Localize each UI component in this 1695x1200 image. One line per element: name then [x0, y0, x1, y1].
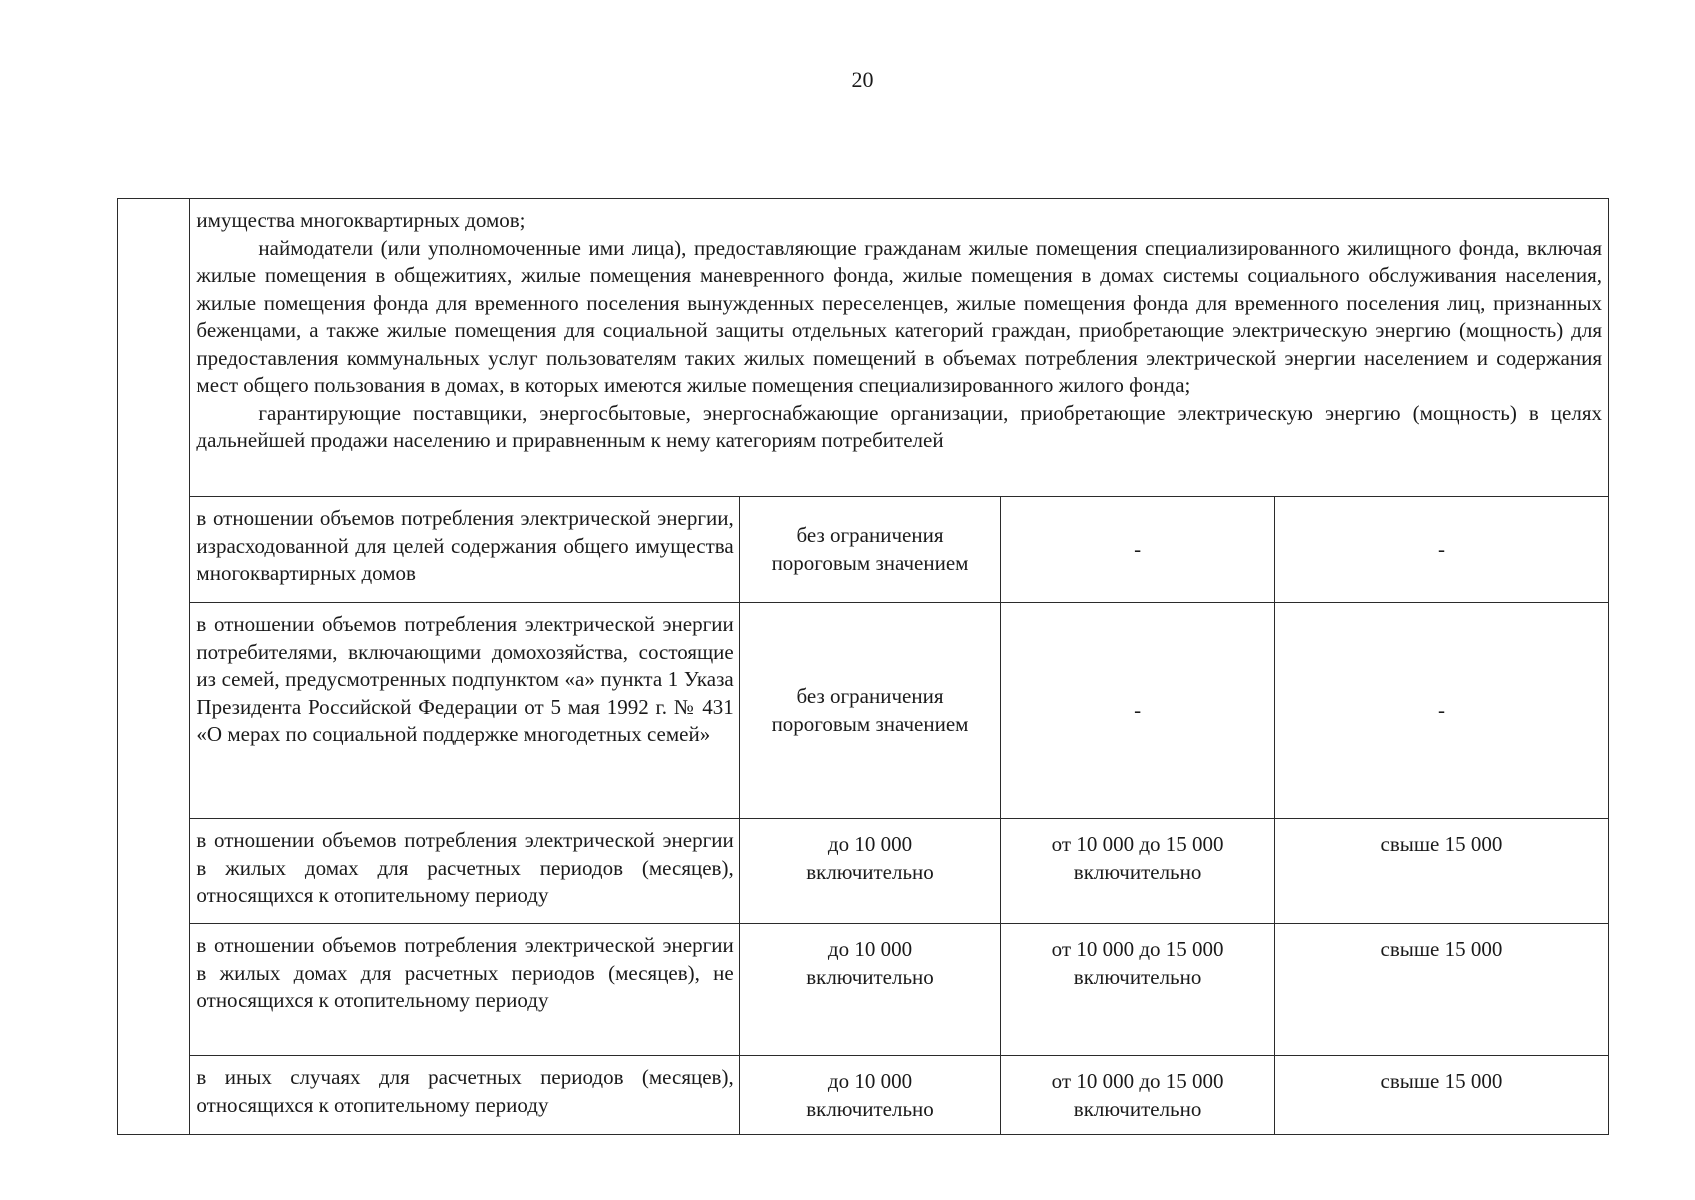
table-row [118, 1056, 1609, 1135]
value-cell [1001, 497, 1275, 603]
value-cell [1274, 924, 1608, 1056]
value-line: свыше 15 000 [1380, 1069, 1503, 1093]
value-line: свыше 15 000 [1380, 832, 1503, 856]
value-line: включительно [806, 859, 934, 884]
left-margin-cell [118, 199, 190, 1135]
value-cell [1274, 603, 1608, 819]
value-line: - [1134, 536, 1142, 561]
intro-paragraph: имущества многоквартирных домов; [196, 208, 526, 232]
value-line: от 10 000 до 15 000 [1051, 832, 1224, 856]
value-line: от 10 000 до 15 000 [1051, 1069, 1224, 1093]
value-cell [739, 924, 1001, 1056]
table-row [118, 497, 1609, 603]
value-line: включительно [806, 964, 934, 989]
table-row [118, 924, 1609, 1056]
row-description: в отношении объемов потребления электрической энергии в жилых домах для расчетных периодов (месяцев), относящихся к отопительному периоду [190, 819, 739, 924]
value-cell [1274, 1056, 1608, 1135]
value-line: без ограничения [796, 684, 944, 708]
value-cell [1001, 924, 1275, 1056]
value-cell [739, 497, 1001, 603]
value-cell [739, 819, 1001, 924]
page-number: 20 [851, 67, 874, 92]
value-cell [739, 603, 1001, 819]
value-line: - [1134, 697, 1142, 722]
value-cell [1001, 603, 1275, 819]
value-line: до 10 000 [827, 832, 913, 856]
intro-paragraph: наймодатели (или уполномоченные ими лица), предоставляющие гражданам жилые помещения специализированного жилищного фонда, включая жилые помещения в общежитиях, жилые помещения маневренного фонда, жилые помещения в домах системы социального обслуживания населения, жилые помещения фонда для временного поселения вынужденных переселенцев, жилые помещения фонда для временного поселения лиц, признанных беженцами, а также жилые помещения для социальной защиты отдельных категорий граждан, приобретающие электрическую энергию (мощность) для предоставления коммунальных услуг пользователям таких жилых помещений в объемах потребления электрической энергии населением и содержания мест общего пользования в домах, в которых имеются жилые помещения специализированного жилого фонда; [196, 235, 1602, 397]
value-cell [1274, 819, 1608, 924]
value-line: от 10 000 до 15 000 [1051, 937, 1224, 961]
value-line: - [1437, 697, 1445, 722]
value-line: пороговым значением [771, 550, 969, 575]
value-line: без ограничения [796, 523, 944, 547]
intro-cell [190, 199, 1609, 497]
value-line: включительно [806, 1096, 934, 1121]
row-description: в иных случаях для расчетных периодов (месяцев), относящихся к отопительному периоду [190, 1056, 739, 1135]
value-line: пороговым значением [771, 711, 969, 736]
value-line: свыше 15 000 [1380, 937, 1503, 961]
value-cell [1274, 497, 1608, 603]
table-row [118, 603, 1609, 819]
intro-row [118, 199, 1609, 497]
table-row [118, 819, 1609, 924]
tariff-table [117, 198, 1609, 1135]
row-description: в отношении объемов потребления электрической энергии в жилых домах для расчетных периодов (месяцев), не относящихся к отопительному периоду [190, 924, 739, 1056]
value-cell [1001, 819, 1275, 924]
value-line: до 10 000 [827, 937, 913, 961]
value-cell [739, 1056, 1001, 1135]
value-line: включительно [1073, 859, 1202, 884]
row-description: в отношении объемов потребления электрической энергии, израсходованной для целей содержания общего имущества многоквартирных домов [190, 497, 739, 603]
value-line: включительно [1073, 964, 1202, 989]
value-line: до 10 000 [827, 1069, 913, 1093]
value-line: - [1437, 536, 1445, 561]
intro-paragraph: гарантирующие поставщики, энергосбытовые, энергоснабжающие организации, приобретающие электрическую энергию (мощность) в целях дальнейшей продажи населению и приравненным к нему категориям потребителей [196, 400, 1602, 452]
value-cell [1001, 1056, 1275, 1135]
value-line: включительно [1073, 1096, 1202, 1121]
row-description: в отношении объемов потребления электрической энергии потребителями, включающими домохозяйства, состоящие из семей, предусмотренных подпунктом «а» пункта 1 Указа Президента Российской Федерации от 5 мая 1992 г. № 431 «О мерах по социальной поддержке многодетных семей» [190, 603, 739, 819]
